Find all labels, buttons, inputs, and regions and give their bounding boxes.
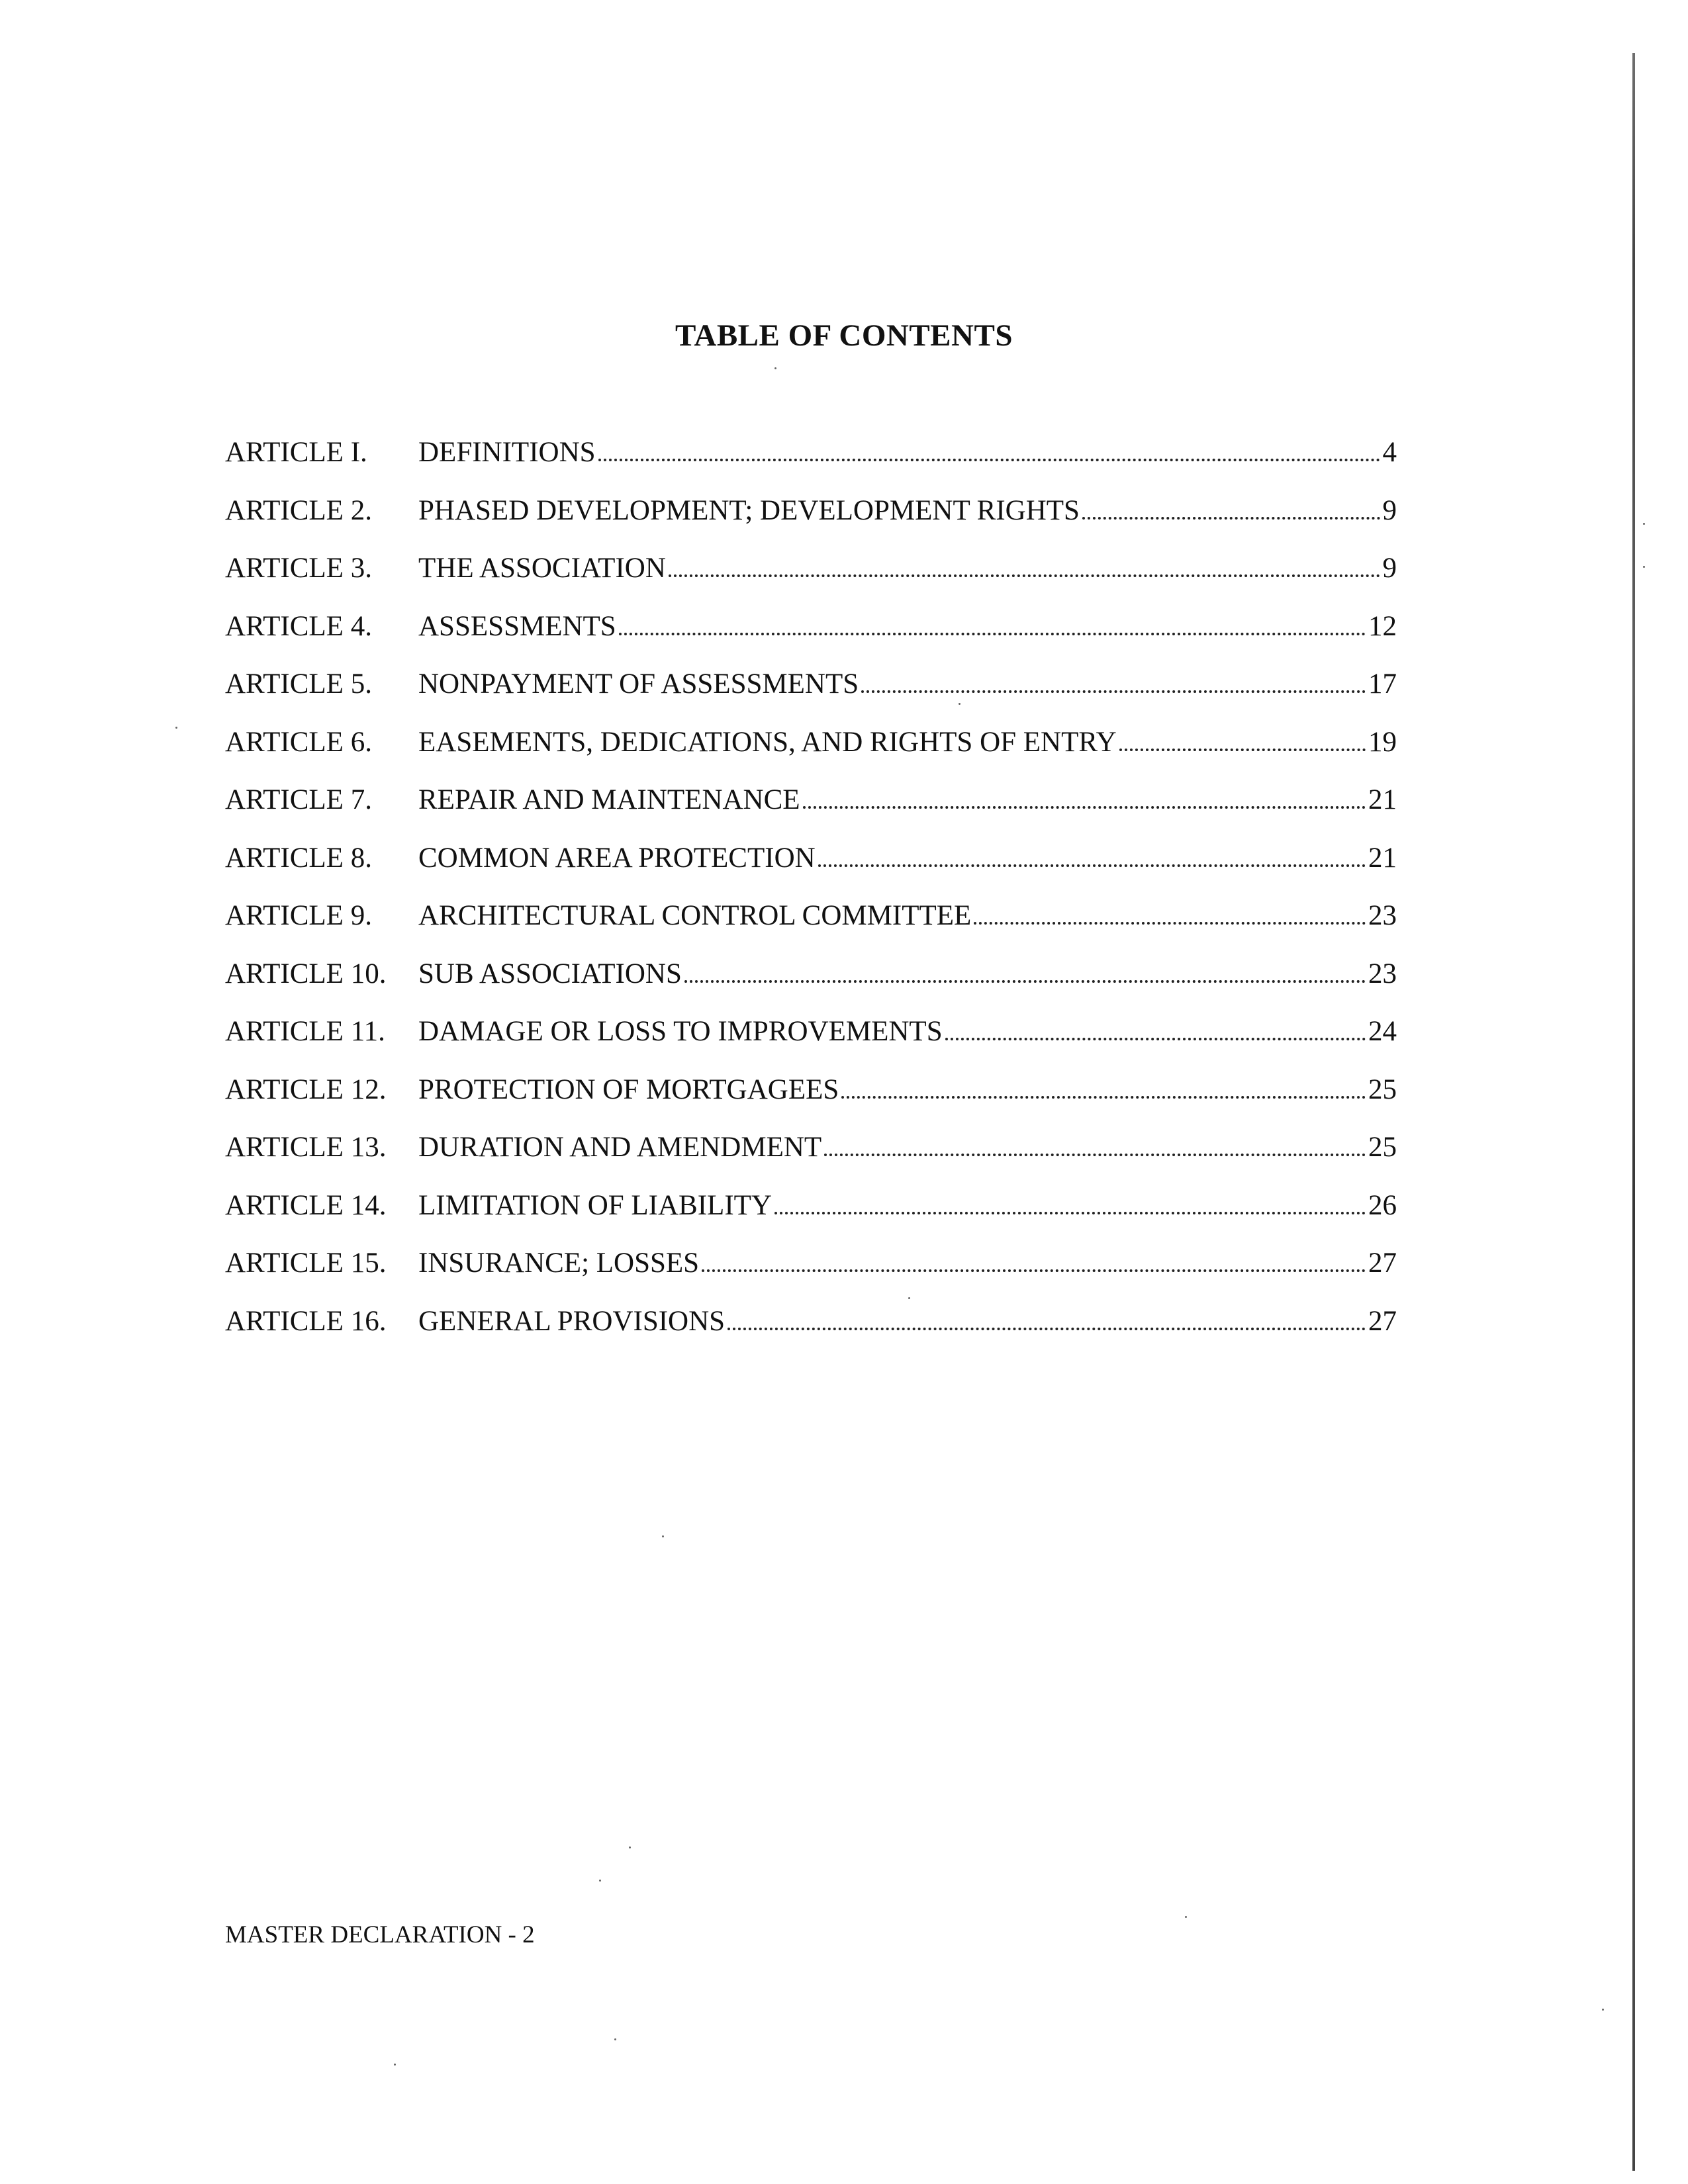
toc-article-number: ARTICLE 7. xyxy=(225,784,372,815)
toc-dot-leader xyxy=(841,1095,1366,1099)
toc-entry xyxy=(225,896,1397,954)
toc-article-title: GENERAL PROVISIONS xyxy=(418,1305,726,1337)
toc-entry xyxy=(225,1128,1397,1186)
toc-page-number: 21 xyxy=(1368,842,1397,874)
toc-article-number: ARTICLE 2. xyxy=(225,494,372,526)
toc-article-title: NONPAYMENT OF ASSESSMENTS xyxy=(418,668,859,700)
page-title: TABLE OF CONTENTS xyxy=(675,318,1013,353)
toc-article-title: PROTECTION OF MORTGAGEES xyxy=(418,1073,839,1105)
toc-article-number: ARTICLE 13. xyxy=(225,1132,387,1163)
toc-article-title: THE ASSOCIATION xyxy=(418,553,666,584)
toc-dot-leader xyxy=(727,1327,1366,1330)
toc-article-number: ARTICLE 3. xyxy=(225,553,372,584)
toc-entry xyxy=(225,954,1397,1013)
toc-article-number: ARTICLE 9. xyxy=(225,900,372,931)
toc-article-number: ARTICLE I. xyxy=(225,437,367,468)
toc-article-title: PHASED DEVELOPMENT; DEVELOPMENT RIGHTS xyxy=(418,494,1080,526)
toc-entry xyxy=(225,1302,1397,1360)
toc-entry-line xyxy=(418,607,1397,647)
scan-speck xyxy=(1602,2009,1604,2011)
scan-edge-line xyxy=(1632,53,1635,2171)
toc-entry xyxy=(225,1244,1397,1302)
toc-dot-leader xyxy=(598,458,1380,461)
toc-entry xyxy=(225,780,1397,839)
toc-article-number: ARTICLE 11. xyxy=(225,1016,385,1047)
toc-entry-line xyxy=(418,1302,1397,1342)
toc-entry-line xyxy=(418,1128,1397,1167)
scan-speck xyxy=(394,2064,396,2066)
toc-entry xyxy=(225,549,1397,607)
scan-speck xyxy=(629,1846,631,1848)
toc-entry xyxy=(225,1186,1397,1244)
toc-entry-line xyxy=(418,1070,1397,1110)
toc-entry-line xyxy=(418,433,1397,473)
toc-entry-line xyxy=(418,954,1397,994)
toc-page-number: 9 xyxy=(1382,553,1397,584)
toc-page-number: 21 xyxy=(1368,784,1397,815)
toc-page-number: 12 xyxy=(1368,610,1397,642)
toc-entry xyxy=(225,723,1397,781)
toc-page-number: 23 xyxy=(1368,900,1397,931)
toc-page-number: 26 xyxy=(1368,1189,1397,1221)
toc-article-title: LIMITATION OF LIABILITY xyxy=(418,1189,772,1221)
toc-page-number: 17 xyxy=(1368,668,1397,700)
toc-entry-line xyxy=(418,664,1397,704)
scan-speck xyxy=(662,1535,664,1537)
page-footer: MASTER DECLARATION - 2 xyxy=(225,1921,535,1948)
toc-article-number: ARTICLE 6. xyxy=(225,726,372,758)
toc-dot-leader xyxy=(774,1211,1366,1214)
toc-article-number: ARTICLE 15. xyxy=(225,1248,387,1279)
toc-page-number: 24 xyxy=(1368,1016,1397,1047)
table-of-contents xyxy=(225,433,1397,1359)
scan-speck xyxy=(774,367,776,369)
toc-entry xyxy=(225,1012,1397,1070)
scan-speck xyxy=(959,703,961,705)
toc-entry-line xyxy=(418,1186,1397,1226)
toc-entry xyxy=(225,491,1397,549)
toc-entry-line xyxy=(418,839,1397,878)
toc-entry-line xyxy=(418,491,1397,531)
toc-entry-line xyxy=(418,1012,1397,1052)
toc-article-title: DURATION AND AMENDMENT xyxy=(418,1132,822,1163)
toc-dot-leader xyxy=(803,805,1366,809)
toc-article-title: DEFINITIONS xyxy=(418,437,596,468)
toc-page-number: 27 xyxy=(1368,1305,1397,1337)
toc-article-number: ARTICLE 12. xyxy=(225,1073,387,1105)
toc-article-title: ASSESSMENTS xyxy=(418,610,616,642)
toc-article-number: ARTICLE 5. xyxy=(225,668,372,700)
toc-entry-line xyxy=(418,549,1397,588)
toc-entry xyxy=(225,607,1397,665)
toc-dot-leader xyxy=(824,1153,1366,1156)
toc-dot-leader xyxy=(861,690,1366,693)
toc-entry xyxy=(225,664,1397,723)
toc-dot-leader xyxy=(669,574,1380,577)
toc-article-number: ARTICLE 8. xyxy=(225,842,372,874)
scan-speck xyxy=(1643,523,1645,525)
toc-entry xyxy=(225,839,1397,897)
toc-entry-line xyxy=(418,723,1397,762)
toc-dot-leader xyxy=(974,921,1366,925)
toc-dot-leader xyxy=(1082,516,1380,520)
toc-article-number: ARTICLE 14. xyxy=(225,1189,387,1221)
toc-article-number: ARTICLE 4. xyxy=(225,610,372,642)
toc-dot-leader xyxy=(1119,748,1366,751)
toc-article-title: ARCHITECTURAL CONTROL COMMITTEE xyxy=(418,900,972,931)
toc-article-title: INSURANCE; LOSSES xyxy=(418,1248,700,1279)
scan-speck xyxy=(1643,566,1645,568)
toc-entry-line xyxy=(418,780,1397,820)
toc-dot-leader xyxy=(945,1037,1366,1040)
scan-speck xyxy=(908,1297,910,1299)
toc-page-number: 25 xyxy=(1368,1132,1397,1163)
toc-article-title: REPAIR AND MAINTENANCE xyxy=(418,784,800,815)
toc-entry xyxy=(225,1070,1397,1128)
toc-article-title: EASEMENTS, DEDICATIONS, AND RIGHTS OF ENTRY xyxy=(418,726,1117,758)
toc-entry-line xyxy=(418,1244,1397,1283)
scan-speck xyxy=(1185,1916,1187,1918)
toc-article-number: ARTICLE 10. xyxy=(225,958,387,989)
toc-dot-leader xyxy=(702,1269,1366,1272)
toc-entry-line xyxy=(418,896,1397,936)
scan-speck xyxy=(614,2038,616,2040)
scan-speck xyxy=(599,1880,601,1882)
toc-dot-leader xyxy=(684,979,1366,983)
toc-page-number: 27 xyxy=(1368,1248,1397,1279)
toc-page-number: 19 xyxy=(1368,726,1397,758)
toc-dot-leader xyxy=(619,632,1366,635)
toc-page-number: 9 xyxy=(1382,494,1397,526)
toc-page-number: 4 xyxy=(1382,437,1397,468)
toc-article-number: ARTICLE 16. xyxy=(225,1305,387,1337)
toc-page-number: 25 xyxy=(1368,1073,1397,1105)
toc-entry xyxy=(225,433,1397,491)
toc-article-title: DAMAGE OR LOSS TO IMPROVEMENTS xyxy=(418,1016,943,1047)
toc-article-title: SUB ASSOCIATIONS xyxy=(418,958,682,989)
toc-page-number: 23 xyxy=(1368,958,1397,989)
toc-article-title: COMMON AREA PROTECTION xyxy=(418,842,816,874)
scan-speck xyxy=(175,727,177,729)
toc-dot-leader xyxy=(818,864,1366,867)
